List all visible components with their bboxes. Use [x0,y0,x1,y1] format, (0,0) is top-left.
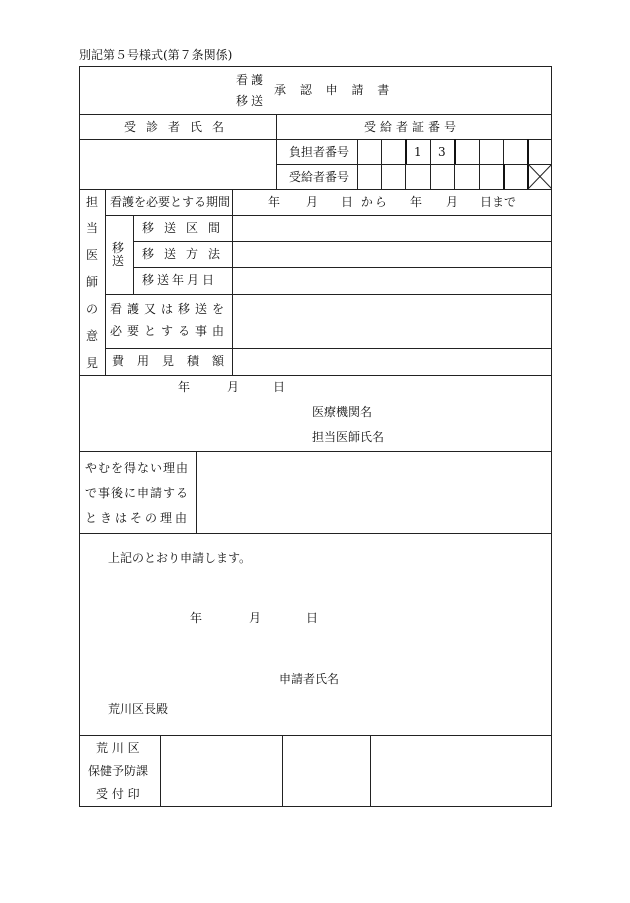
receipt-label: 保健予防課 [88,764,149,778]
applicant-name-label: 申請者氏名 [279,672,340,686]
title-suffix: 承 認 申 請 書 [274,83,395,97]
doctor-opinion-label: 意 [86,329,99,343]
period-label: 看護を必要とする期間 [110,195,231,209]
application-date-day: 日 [306,611,319,625]
doctor-opinion-label: 医 [86,248,99,262]
medical-institution-label: 医療機関名 [312,405,373,419]
opinion-date-day: 日 [273,380,286,394]
payer-digit: 1 [414,145,422,159]
late-reason-label: やむを得ない理由 [85,461,190,475]
period-end-day: 日まで [480,195,517,209]
frame-bottom [79,806,552,807]
period-start-day: 日 から [341,195,389,209]
certificate-number-header: 受給者証番号 [364,120,461,134]
title-option-transport: 移送 [236,94,267,108]
payer-number-label: 負担者番号 [289,145,350,159]
doctor-opinion-label: 師 [86,275,99,289]
form-label: 別記第５号様式(第７条関係) [79,48,233,62]
recipient-number-label: 受給者番号 [289,170,350,184]
opinion-date-year: 年 [178,380,191,394]
doctor-opinion-label: 担 [86,195,99,209]
addressee: 荒川区長殿 [108,702,169,716]
transport-label: 送 [112,254,125,268]
frame-left [79,66,80,807]
late-reason-label: で事後に申請する [85,486,190,500]
application-date-month: 月 [249,611,262,625]
transport-section-label: 移送区間 [142,221,231,235]
receipt-label: 受 付 印 [96,787,140,801]
payer-digit: 3 [438,145,446,159]
doctor-name-label: 担当医師氏名 [312,430,385,444]
opinion-date-month: 月 [227,380,240,394]
application-statement: 上記のとおり申請します。 [108,551,252,565]
reason-label: 看護又は移送を [110,302,230,316]
doctor-opinion-label: 見 [86,356,99,370]
application-date-year: 年 [190,611,203,625]
title-option-nursing: 看護 [236,73,267,87]
crossed-cell [528,164,552,189]
receipt-label: 荒 川 区 [96,741,140,755]
period-start-month: 月 [306,195,319,209]
frame-top [79,66,552,67]
transport-method-label: 移送方法 [142,247,231,261]
period-end-month: 月 [446,195,459,209]
patient-name-header: 受診者氏名 [124,120,235,134]
period-end-year: 年 [410,195,423,209]
reason-label: 必要とする事由 [110,324,230,338]
cost-estimate-label: 費用見積額 [112,354,238,368]
period-start-year: 年 [268,195,281,209]
late-reason-label: ときはその理由 [85,511,191,525]
transport-date-label: 移送年月日 [142,273,218,287]
doctor-opinion-label: 当 [86,221,99,235]
doctor-opinion-label: の [86,302,99,316]
transport-label: 移 [112,241,125,255]
